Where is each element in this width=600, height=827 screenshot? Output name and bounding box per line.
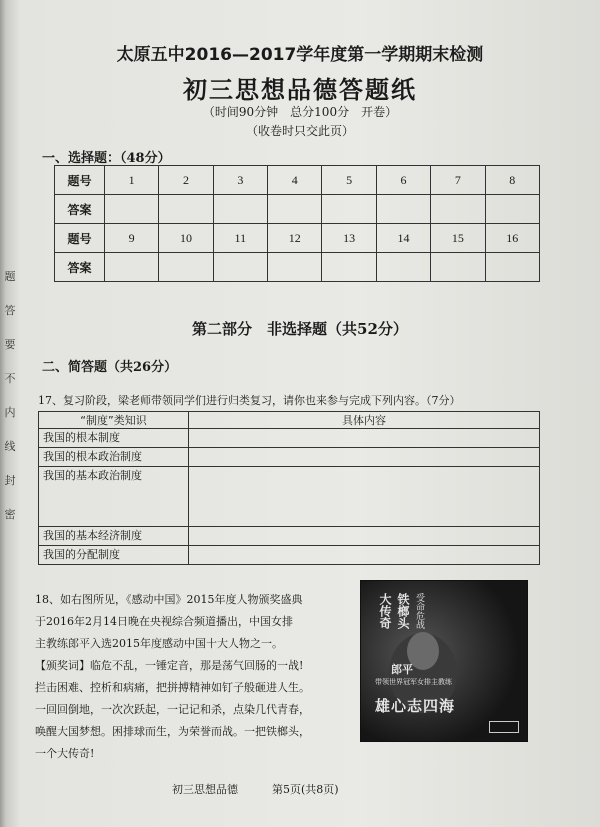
table-row xyxy=(39,412,540,429)
binding-char: 封 xyxy=(4,474,16,487)
question-number: 6 xyxy=(376,166,430,195)
passage-line: 拦击困难、控析和病痛，把拼搏精神如钉子般砸进人生。 xyxy=(35,681,310,694)
passage-line: 一个大传奇! xyxy=(35,747,95,760)
binding-char: 要 xyxy=(4,338,16,351)
answer-label: 答案 xyxy=(55,195,105,224)
footer-subject: 初三思想品德 xyxy=(172,783,238,796)
answer-cell[interactable] xyxy=(431,195,485,224)
table-row xyxy=(39,448,540,467)
table-row xyxy=(55,195,540,224)
answer-cell[interactable] xyxy=(268,195,322,224)
row-label: 我国的基本政治制度 xyxy=(39,467,189,527)
part-two-heading: 第二部分 非选择题（共52分） xyxy=(192,320,408,338)
question-number: 13 xyxy=(322,224,376,253)
question-number: 9 xyxy=(104,224,158,253)
question-number: 8 xyxy=(485,166,540,195)
award-photo xyxy=(360,580,528,742)
row-label: 我国的分配制度 xyxy=(39,546,189,565)
table-row xyxy=(39,467,540,527)
question-number-label: 题号 xyxy=(55,224,105,253)
answer-cell[interactable] xyxy=(322,195,376,224)
q17-prompt: 17、复习阶段，梁老师带领同学们进行归类复习，请你也来参与完成下列内容。（7分） xyxy=(38,394,461,407)
question-number: 7 xyxy=(431,166,485,195)
photo-name: 郎平 xyxy=(391,663,413,676)
question-number: 5 xyxy=(322,166,376,195)
table-row xyxy=(39,546,540,565)
table-row xyxy=(55,166,540,195)
answer-cell[interactable] xyxy=(376,195,430,224)
broadcast-logo xyxy=(489,721,519,733)
answer-cell[interactable] xyxy=(485,253,540,282)
system-knowledge-table xyxy=(38,411,540,565)
binding-char: 题 xyxy=(4,270,16,283)
row-label: 我国的基本经济制度 xyxy=(39,527,189,546)
answer-cell[interactable] xyxy=(159,253,213,282)
question-number-label: 题号 xyxy=(55,166,105,195)
column-header: 具体内容 xyxy=(189,412,540,429)
page-title: 初三思想品德答题纸 xyxy=(183,75,417,104)
answer-cell[interactable] xyxy=(104,195,158,224)
binding-char: 内 xyxy=(4,406,16,419)
footer-page-number: 第5页(共8页) xyxy=(272,783,339,796)
answer-cell[interactable] xyxy=(213,253,267,282)
question-number: 10 xyxy=(159,224,213,253)
exam-school-title: 太原五中2016—2017学年度第一学期期末检测 xyxy=(116,45,484,65)
answer-cell[interactable] xyxy=(431,253,485,282)
photo-vertical-text: 大传奇 xyxy=(378,593,392,629)
binding-line-text xyxy=(2,260,18,532)
passage-line: 一回回倒地，一次次跃起，一记记和杀，点染几代青春， xyxy=(35,703,310,716)
answer-cell[interactable] xyxy=(189,546,540,565)
passage-line: 主教练郎平入选2015年度感动中国十大人物之一。 xyxy=(35,637,283,650)
answer-cell[interactable] xyxy=(322,253,376,282)
answer-cell[interactable] xyxy=(189,429,540,448)
answer-cell[interactable] xyxy=(268,253,322,282)
binding-char: 不 xyxy=(4,372,16,385)
answer-cell[interactable] xyxy=(213,195,267,224)
column-header: “制度”类知识 xyxy=(39,412,189,429)
question-number: 12 xyxy=(268,224,322,253)
question-number: 2 xyxy=(159,166,213,195)
question-number: 4 xyxy=(268,166,322,195)
question-number: 15 xyxy=(431,224,485,253)
exam-info: （时间90分钟 总分100分 开卷） xyxy=(202,105,398,119)
photo-vertical-text: 铁榔头 xyxy=(396,593,410,629)
question-number: 11 xyxy=(213,224,267,253)
choice-answer-table xyxy=(54,165,540,282)
photo-vertical-text: 受命危战 xyxy=(414,593,424,629)
row-label: 我国的根本制度 xyxy=(39,429,189,448)
photo-caption: 带领世界冠军女排主教练 xyxy=(375,678,452,686)
table-row xyxy=(55,253,540,282)
passage-line: 唤醒大国梦想。困排球而生，为荣誉而战。一把铁榔头， xyxy=(35,725,310,738)
passage-line: 18、如右图所见，《感动中国》2015年度人物颁奖盛典 xyxy=(35,593,303,606)
row-label: 我国的根本政治制度 xyxy=(39,448,189,467)
passage-line: 于2016年2月14日晚在央视综合频道播出，中国女排 xyxy=(35,615,293,628)
passage-line: 【颁奖词】临危不乱，一锤定音，那是荡气回肠的一战! xyxy=(35,659,304,672)
answer-cell[interactable] xyxy=(376,253,430,282)
answer-label: 答案 xyxy=(55,253,105,282)
section-heading-choice: 一、选择题：（48分） xyxy=(42,151,171,166)
binding-char: 答 xyxy=(4,304,16,317)
answer-cell[interactable] xyxy=(189,527,540,546)
binding-char: 密 xyxy=(4,508,16,521)
question-number: 1 xyxy=(104,166,158,195)
table-row xyxy=(39,429,540,448)
answer-cell[interactable] xyxy=(104,253,158,282)
answer-cell[interactable] xyxy=(485,195,540,224)
collection-note: （收卷时只交此页） xyxy=(245,124,354,138)
table-row xyxy=(55,224,540,253)
question-number: 16 xyxy=(485,224,540,253)
table-row xyxy=(39,527,540,546)
section-heading-short-answer: 二、简答题（共26分） xyxy=(42,360,178,375)
q18-passage xyxy=(35,589,355,765)
answer-cell[interactable] xyxy=(189,467,540,527)
answer-cell[interactable] xyxy=(159,195,213,224)
answer-cell[interactable] xyxy=(189,448,540,467)
binding-char: 线 xyxy=(4,440,16,453)
question-number: 3 xyxy=(213,166,267,195)
photo-slogan: 雄心志四海 xyxy=(375,697,456,715)
question-number: 14 xyxy=(376,224,430,253)
